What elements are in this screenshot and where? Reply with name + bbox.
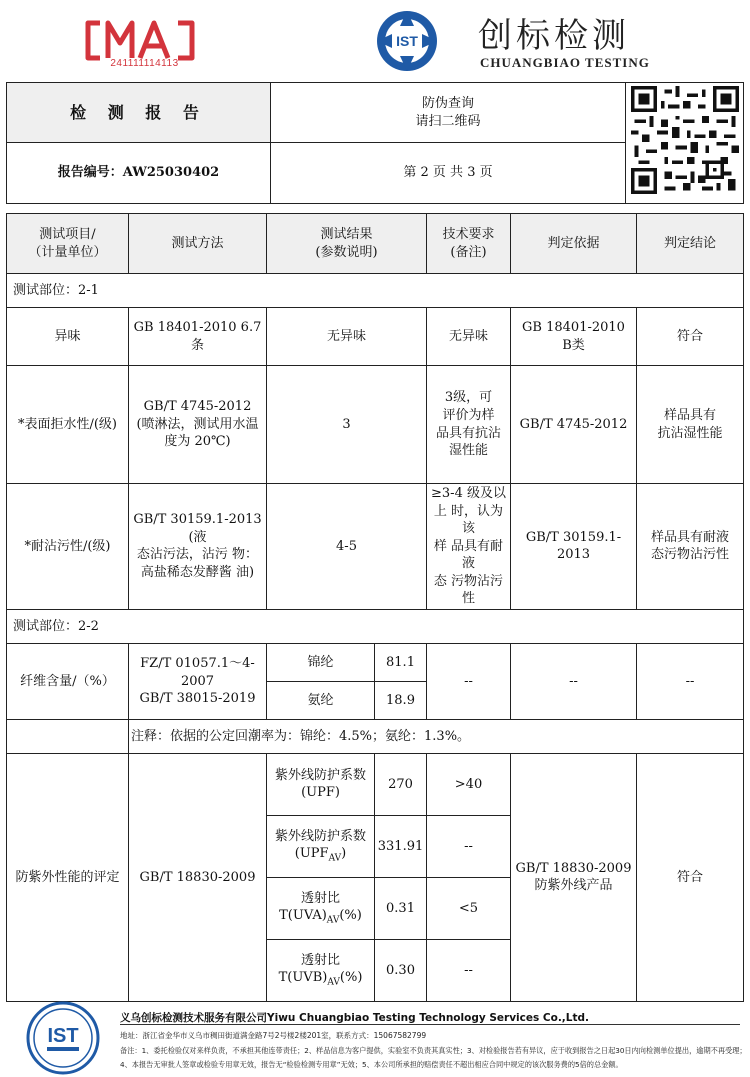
anti-fake-line1: 防伪查询: [421, 96, 474, 112]
report-number-cell: [7, 143, 271, 203]
report-title: 检 测 报 告: [7, 83, 271, 143]
anti-fake-cell: [271, 83, 626, 143]
qr-code-icon[interactable]: [631, 86, 739, 194]
uv-upf-requirement: >40: [427, 753, 511, 815]
ist-seal-text: IST: [47, 1025, 79, 1047]
section-label-2-2: 测试部位：2-2: [7, 609, 744, 643]
uv-upf-av-value: 331.91: [375, 815, 427, 877]
section-label-2-1: 测试部位：2-1: [7, 274, 744, 308]
uv-uvb-label: 透射比 $T(UVB)_{AV}(\%)$: [267, 939, 375, 1001]
table-row: [7, 719, 744, 753]
section-row: [7, 609, 744, 643]
stain-resistance-basis: GB/T 30159.1-2013: [511, 484, 637, 610]
col-header-method: 测试方法: [129, 214, 267, 274]
odor-method: GB 18401-2010 6.7条: [129, 308, 267, 366]
uv-uvb-value: 0.30: [375, 939, 427, 1001]
report-number: AW25030402: [122, 165, 220, 181]
section-row: [7, 274, 744, 308]
report-number-label: 报告编号：: [57, 165, 123, 181]
footer-divider: [120, 1024, 740, 1025]
odor-requirement: 无异味: [427, 308, 511, 366]
footer-company: 义乌创标检测技术服务有限公司Yiwu Chuangbiao Testing Technology Services Co.,Ltd.: [120, 1012, 590, 1024]
qr-cell: [626, 83, 744, 204]
water-repellency-basis: GB/T 4745-2012: [511, 366, 637, 484]
uv-uvb-requirement: --: [427, 939, 511, 1001]
uv-uva-label: 透射比 $T(UVA)_{AV}(\%)$: [267, 877, 375, 939]
fiber-spandex-value: 18.9: [375, 681, 427, 719]
table-row: [7, 366, 744, 484]
fiber-basis: --: [511, 643, 637, 719]
footer-note-1: 备注：1、委托检验仅对来样负责，不承担其他连带责任；2、样品信息为客户提供，实验室不负责其真实性；3、对检验报告若有异议，应于收到报告之日起30日内向检测单位提出，逾期不再受理；: [120, 1046, 747, 1055]
cma-number: 241111114113: [110, 58, 179, 69]
col-header-conclusion: 判定结论: [637, 214, 744, 274]
stain-resistance-result: 4-5: [267, 484, 427, 610]
uv-basis: GB/T 18830-2009 防紫外线产品: [511, 753, 637, 1001]
water-repellency-item: *表面拒水性/(级): [7, 366, 129, 484]
uv-method: GB/T 18830-2009: [129, 753, 267, 1001]
fiber-method: FZ/T 01057.1～4-2007 GB/T 38015-2019: [129, 643, 267, 719]
odor-result: 无异味: [267, 308, 427, 366]
footer-note-2: 4、本报告无审批人签章或检验专用章无效，报告无“检验检测专用章”无效；5、本公司所承担的赔偿责任不超出相应合同中规定的该次服务费的5倍的总金额。: [120, 1060, 623, 1069]
table-row: [7, 643, 744, 681]
col-header-basis: 判定依据: [511, 214, 637, 274]
table-row: [7, 308, 744, 366]
table-row: [7, 753, 744, 815]
test-results-table: [6, 213, 744, 1002]
odor-basis: GB 18401-2010 B类: [511, 308, 637, 366]
table-header-row: [7, 214, 744, 274]
brand-name-en: CHUANGBIAO TESTING: [480, 55, 650, 70]
odor-conclusion: 符合: [637, 308, 744, 366]
uv-conclusion: 符合: [637, 753, 744, 1001]
report-header-table: [6, 82, 744, 204]
uv-uva-requirement: <5: [427, 877, 511, 939]
fiber-item: 纤维含量/（%）: [7, 643, 129, 719]
ist-logo-icon: [374, 8, 440, 74]
water-repellency-method: GB/T 4745-2012 (喷淋法，测试用水温 度为 20℃): [129, 366, 267, 484]
col-header-requirement: 技术要求 (备注): [427, 214, 511, 274]
footer-address: 地址：浙江省金华市义乌市稠田街道满金路7号2号楼2楼201室，联系方式：15067582799: [120, 1031, 427, 1040]
water-repellency-requirement: 3级，可 评价为样 品具有抗沾 湿性能: [427, 366, 511, 484]
water-repellency-conclusion: 样品具有 抗沾湿性能: [637, 366, 744, 484]
ist-seal-icon: [22, 1000, 104, 1076]
fiber-note: 注释：依据的公定回潮率为：锦纶：4.5%；氨纶：1.3%。: [129, 719, 744, 753]
uv-uva-value: 0.31: [375, 877, 427, 939]
uv-upf-av-label: 紫外线防护系数 $(UPF_{AV})$: [267, 815, 375, 877]
fiber-conclusion: --: [637, 643, 744, 719]
uv-upf-av-requirement: --: [427, 815, 511, 877]
stain-resistance-requirement: ≥3-4 级及以 上 时，认为该 样 品具有耐液 态 污物沾污性: [427, 484, 511, 610]
table-row: [7, 484, 744, 610]
fiber-requirement: --: [427, 643, 511, 719]
uv-upf-value: 270: [375, 753, 427, 815]
uv-upf-label: 紫外线防护系数 (UPF): [267, 753, 375, 815]
page-info: 第 2 页 共 3 页: [271, 143, 626, 203]
fiber-note-spacer: [7, 719, 129, 753]
fiber-nylon-value: 81.1: [375, 643, 427, 681]
ist-logo-text: IST: [396, 33, 418, 49]
anti-fake-line2: 请扫二维码: [415, 113, 481, 129]
uv-item: 防紫外性能的评定: [7, 753, 129, 1001]
fiber-spandex-name: 氨纶: [267, 681, 375, 719]
stain-resistance-item: *耐沾污性/(级): [7, 484, 129, 610]
brand-name-cn: 创标检测: [478, 16, 630, 56]
col-header-item: 测试项目/ （计量单位）: [7, 214, 129, 274]
fiber-nylon-name: 锦纶: [267, 643, 375, 681]
stain-resistance-conclusion: 样品具有耐液 态污物沾污性: [637, 484, 744, 610]
water-repellency-result: 3: [267, 366, 427, 484]
stain-resistance-method: GB/T 30159.1-2013 (液 态沾污法，沾污 物： 高盐稀态发酵酱 油): [129, 484, 267, 610]
col-header-result: 测试结果 (参数说明): [267, 214, 427, 274]
odor-item: 异味: [7, 308, 129, 366]
